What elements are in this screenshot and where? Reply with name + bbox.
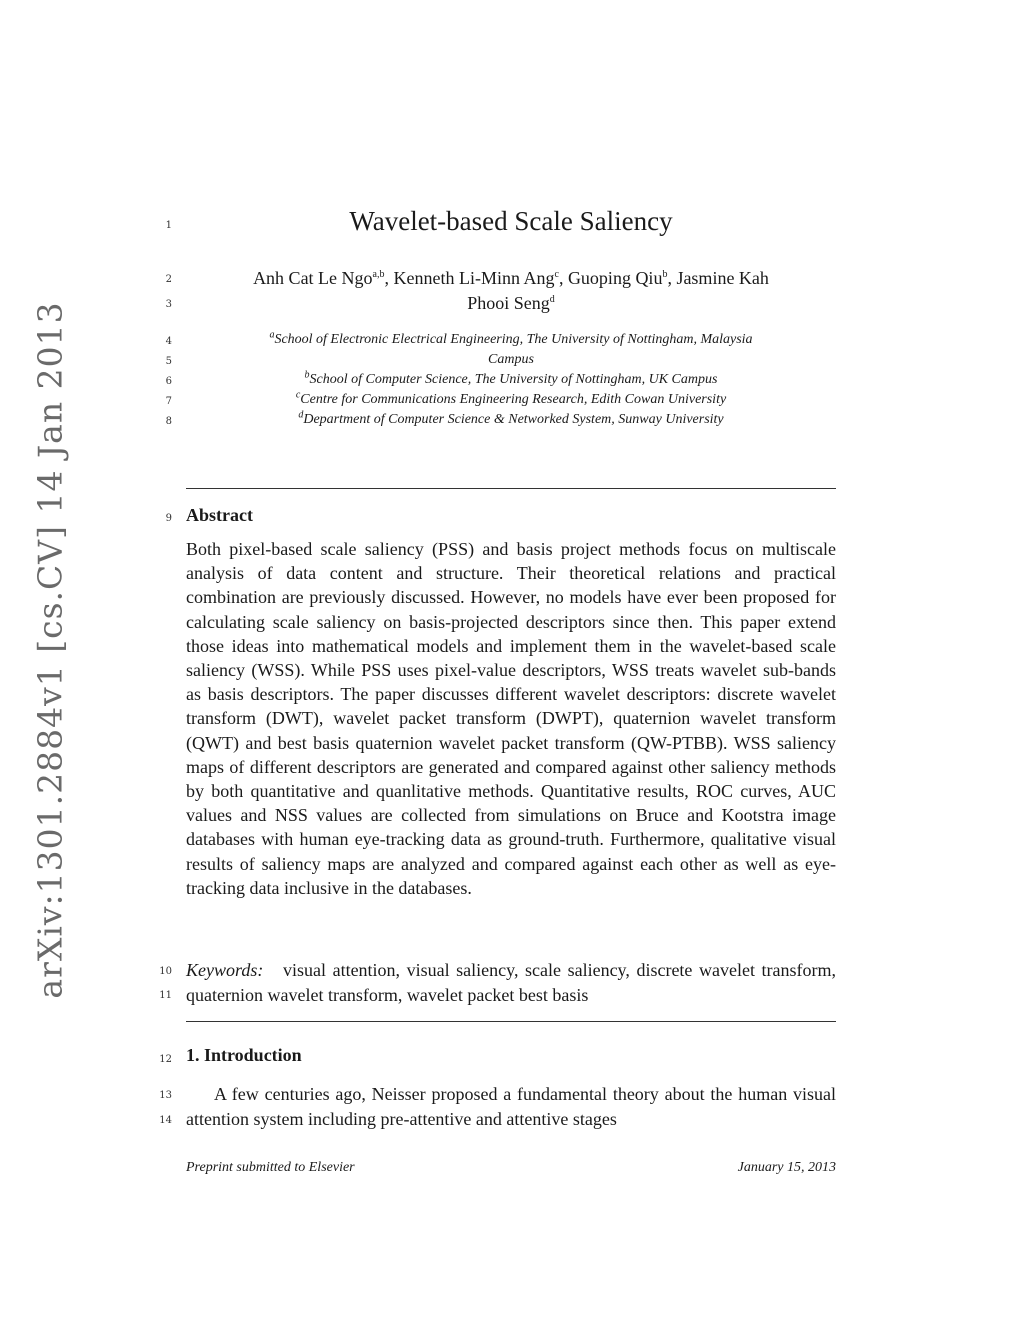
line-number: 14 (159, 1115, 172, 1126)
line-number: 12 (159, 1054, 172, 1065)
page-footer (186, 1160, 836, 1176)
line-number: 8 (165, 416, 172, 427)
keywords-block (186, 958, 836, 1008)
affiliation-line (186, 350, 836, 370)
author-affiliation-mark: b (662, 269, 668, 280)
affiliation-line (186, 390, 836, 410)
footer-date: January 15, 2013 (737, 1160, 836, 1175)
section-heading-introduction: 1. Introduction (186, 1045, 302, 1065)
keywords-label: Keywords: (186, 960, 264, 980)
author-name: , Guoping Qiu (558, 268, 663, 288)
line-number: 2 (165, 274, 172, 285)
paper-title: Wavelet-based Scale Saliency (349, 206, 673, 236)
affiliation-line (186, 330, 836, 350)
line-number: 9 (165, 513, 172, 524)
line-number: 3 (165, 299, 172, 310)
line-number: 5 (165, 356, 172, 367)
affiliation-mark: b (304, 369, 310, 381)
keywords-text: visual attention, visual saliency, scale saliency, discrete wavelet transform, quaternion wavelet transform, wavelet packet best basis (186, 960, 836, 1005)
line-number: 13 (159, 1090, 172, 1101)
author-affiliation-mark: d (549, 294, 555, 305)
author-name: , Kenneth Li-Minn Ang (384, 268, 555, 288)
abstract-top-rule (186, 488, 836, 489)
line-number: 10 (159, 966, 172, 977)
abstract-bottom-rule (186, 1021, 836, 1022)
affiliation-mark: c (295, 389, 301, 401)
affiliation-text: Campus (488, 352, 534, 367)
author-affiliation-mark: c (554, 269, 559, 280)
affiliation-text: School of Electronic Electrical Engineering, The University of Nottingham, Malaysia (274, 332, 753, 347)
affiliation-line (186, 410, 836, 430)
line-number: 11 (159, 990, 172, 1001)
introduction-body (186, 1082, 836, 1131)
affiliation-mark: d (298, 409, 304, 421)
affiliation-text: Department of Computer Science & Networked System, Sunway University (303, 412, 724, 427)
affiliation-text: School of Computer Science, The University of Nottingham, UK Campus (309, 372, 718, 387)
line-number: 7 (165, 396, 172, 407)
footer-preprint-note: Preprint submitted to Elsevier (186, 1160, 355, 1175)
author-list (186, 266, 836, 316)
author-name: Phooi Seng (467, 293, 550, 313)
arxiv-identifier-stamp: arXiv:1301.2884v1 [cs.CV] 14 Jan 2013 (30, 301, 70, 999)
abstract-body: Both pixel-based scale saliency (PSS) and basis project methods focus on multiscale analysis of data content and structure. Their theoretical relations and practical combination are previously discussed. However, no models have ever been proposed for calculating scale saliency on basis-projected descriptors since then. This paper extend those ideas into mathematical models and implement them in the wavelet-based scale saliency (WSS). While PSS uses pixel-value descriptors, WSS treats wavelet sub-bands as basis descriptors. The paper discusses different wavelet descriptors: discrete wavelet transform (DWT), wavelet packet transform (DWPT), quaternion wavelet transform (QWT) and best basis quaternion wavelet packet transform (QW-PTBB). WSS saliency maps of different descriptors are generated and compared against other saliency methods by both quantitative and quanlitative methods. Quantitative results, ROC curves, AUC values and NSS values are collected from simulations on Bruce and Kootstra image databases with human eye-tracking data as ground-truth. Furthermore, qualitative visual results of saliency maps are analyzed and compared against each other as well as eye-tracking data inclusive in the databases. (186, 539, 836, 898)
affiliation-list (186, 330, 836, 430)
author-name: Anh Cat Le Ngo (253, 268, 373, 288)
author-affiliation-mark: a,b (372, 269, 385, 280)
line-number: 6 (165, 376, 172, 387)
line-number: 1 (165, 220, 172, 231)
affiliation-text: Centre for Communications Engineering Research, Edith Cowan University (300, 392, 727, 407)
affiliation-line (186, 370, 836, 390)
line-number: 4 (165, 336, 172, 347)
author-name: , Jasmine Kah (667, 268, 769, 288)
paragraph: A few centuries ago, Neisser proposed a fundamental theory about the human visual attention system including pre-attentive and attentive stages (186, 1084, 836, 1129)
affiliation-mark: a (269, 329, 275, 341)
abstract-heading: Abstract (186, 505, 253, 525)
